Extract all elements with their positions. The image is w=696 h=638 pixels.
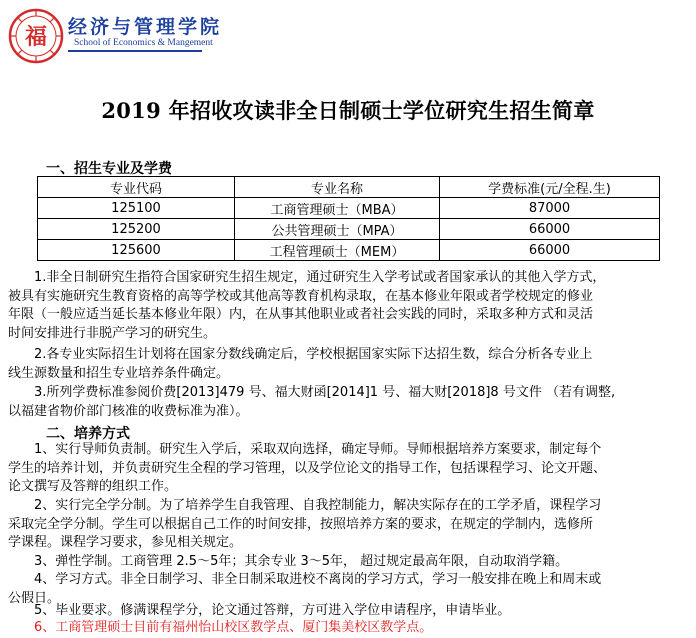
page-title: 2019 年招收攻读非全日制硕士学位研究生招生简章 [101,98,595,123]
training-item-5 [0,602,696,621]
text-line: 1、实行导师负责制。研究生入学后，采取双向选择，确定导师。导师根据培养方案要求，制定每个 [34,442,602,457]
text-line: 3.所列学费标准参阅价费[2013]479 号、福大财函[2014]1 号、福大财[2018]8 号文件 （若有调整, [34,385,616,400]
text-line: 2、实行完全学分制。为了培养学生自我管理、自我控制能力，解决实际存在的工学矛盾，课程学习 [34,498,602,513]
text-line: 采取完全学分制。学生可以根据自己工作的时间安排，按照培养方案的要求，在规定的学制内，选修所 [8,516,594,532]
text-line: 被具有实施研究生教育资格的高等学校或其他高等教育机构录取，在基本修业年限或者学校规定的修业 [8,288,594,304]
cell-name: 工程管理硕士（MEM） [235,240,440,261]
text-line: 论文撰写及答辩的组织工作。 [8,479,178,494]
text-line: 线生源数量和招生专业培养条件确定。 [8,365,230,381]
school-name: 经济与管理学院 [68,16,223,38]
section-heading-training: 二、培养方式 [46,426,130,442]
header-underline [68,50,202,52]
section-heading-fees: 一、招生专业及学费 [46,161,172,177]
table-row [38,240,660,261]
cell-code: 125100 [38,198,235,219]
text-line: 5、毕业要求。修满课程学分，论文通过答辩，方可进入学位申请程序，申请毕业。 [34,603,511,618]
table-row [38,198,660,219]
logo-character: 福 [24,24,48,50]
fees-table [37,176,660,261]
note-2 [0,346,696,383]
column-header-name: 专业名称 [235,177,440,198]
column-header-code: 专业代码 [38,177,235,198]
text-line: 学生的培养计划，并负责研究生全程的学习管理，以及学位论文的指导工作，包括课程学习、论文开题、 [8,460,607,476]
text-line: 学课程。课程学习要求，参见相关规定。 [8,535,243,550]
cell-name: 公共管理硕士（MPA） [235,219,440,240]
table-row [38,219,660,240]
text-line: 3、弹性学制。工商管理 2.5～5年；其余专业 3～5年， 超过规定最高年限，自动取消学籍。 [34,554,569,569]
text-line: 2.各专业实际招生计划将在国家分数线确定后，学校根据国家实际下达招生数，综合分析各专业上 [34,347,593,362]
note-3 [0,384,696,421]
training-item-2 [0,497,696,553]
text-line: 公假日。 [8,590,61,606]
text-line: 年限（一般应适当延长基本修业年限）内，在从事其他职业或者社会实践的同时，采取多种方式和灵活 [8,307,594,322]
text-line: 1.非全日制研究生指符合国家研究生招生规定，通过研究生入学考试或者国家承认的其他入学方式， [34,270,606,285]
column-header-fee: 学费标准(元/全程.生) [440,177,660,198]
cell-fee: 66000 [440,240,660,261]
text-line: 以福建省物价部门核准的收费标准为准）。 [8,403,249,419]
training-item-1 [0,441,696,497]
school-logo [8,8,64,64]
text-line: 时间安排进行非脱产学习的研究生。 [8,325,217,341]
cell-name: 工商管理硕士（MBA） [235,198,440,219]
cell-fee: 66000 [440,219,660,240]
cell-code: 125600 [38,240,235,261]
training-item-3 [0,553,696,572]
school-name-english: School of Economics & Mangement [74,38,213,48]
text-line: 6、工商管理硕士目前有福州怡山校区教学点、厦门集美校区教学点。 [34,620,433,635]
training-item-6-highlight [0,619,696,638]
table-header-row [38,177,660,198]
text-line: 4、学习方式。非全日制学习、非全日制采取进校不离岗的学习方式，学习一般安排在晚上和周末或 [34,572,602,587]
note-1 [0,269,696,343]
cell-code: 125200 [38,219,235,240]
cell-fee: 87000 [440,198,660,219]
